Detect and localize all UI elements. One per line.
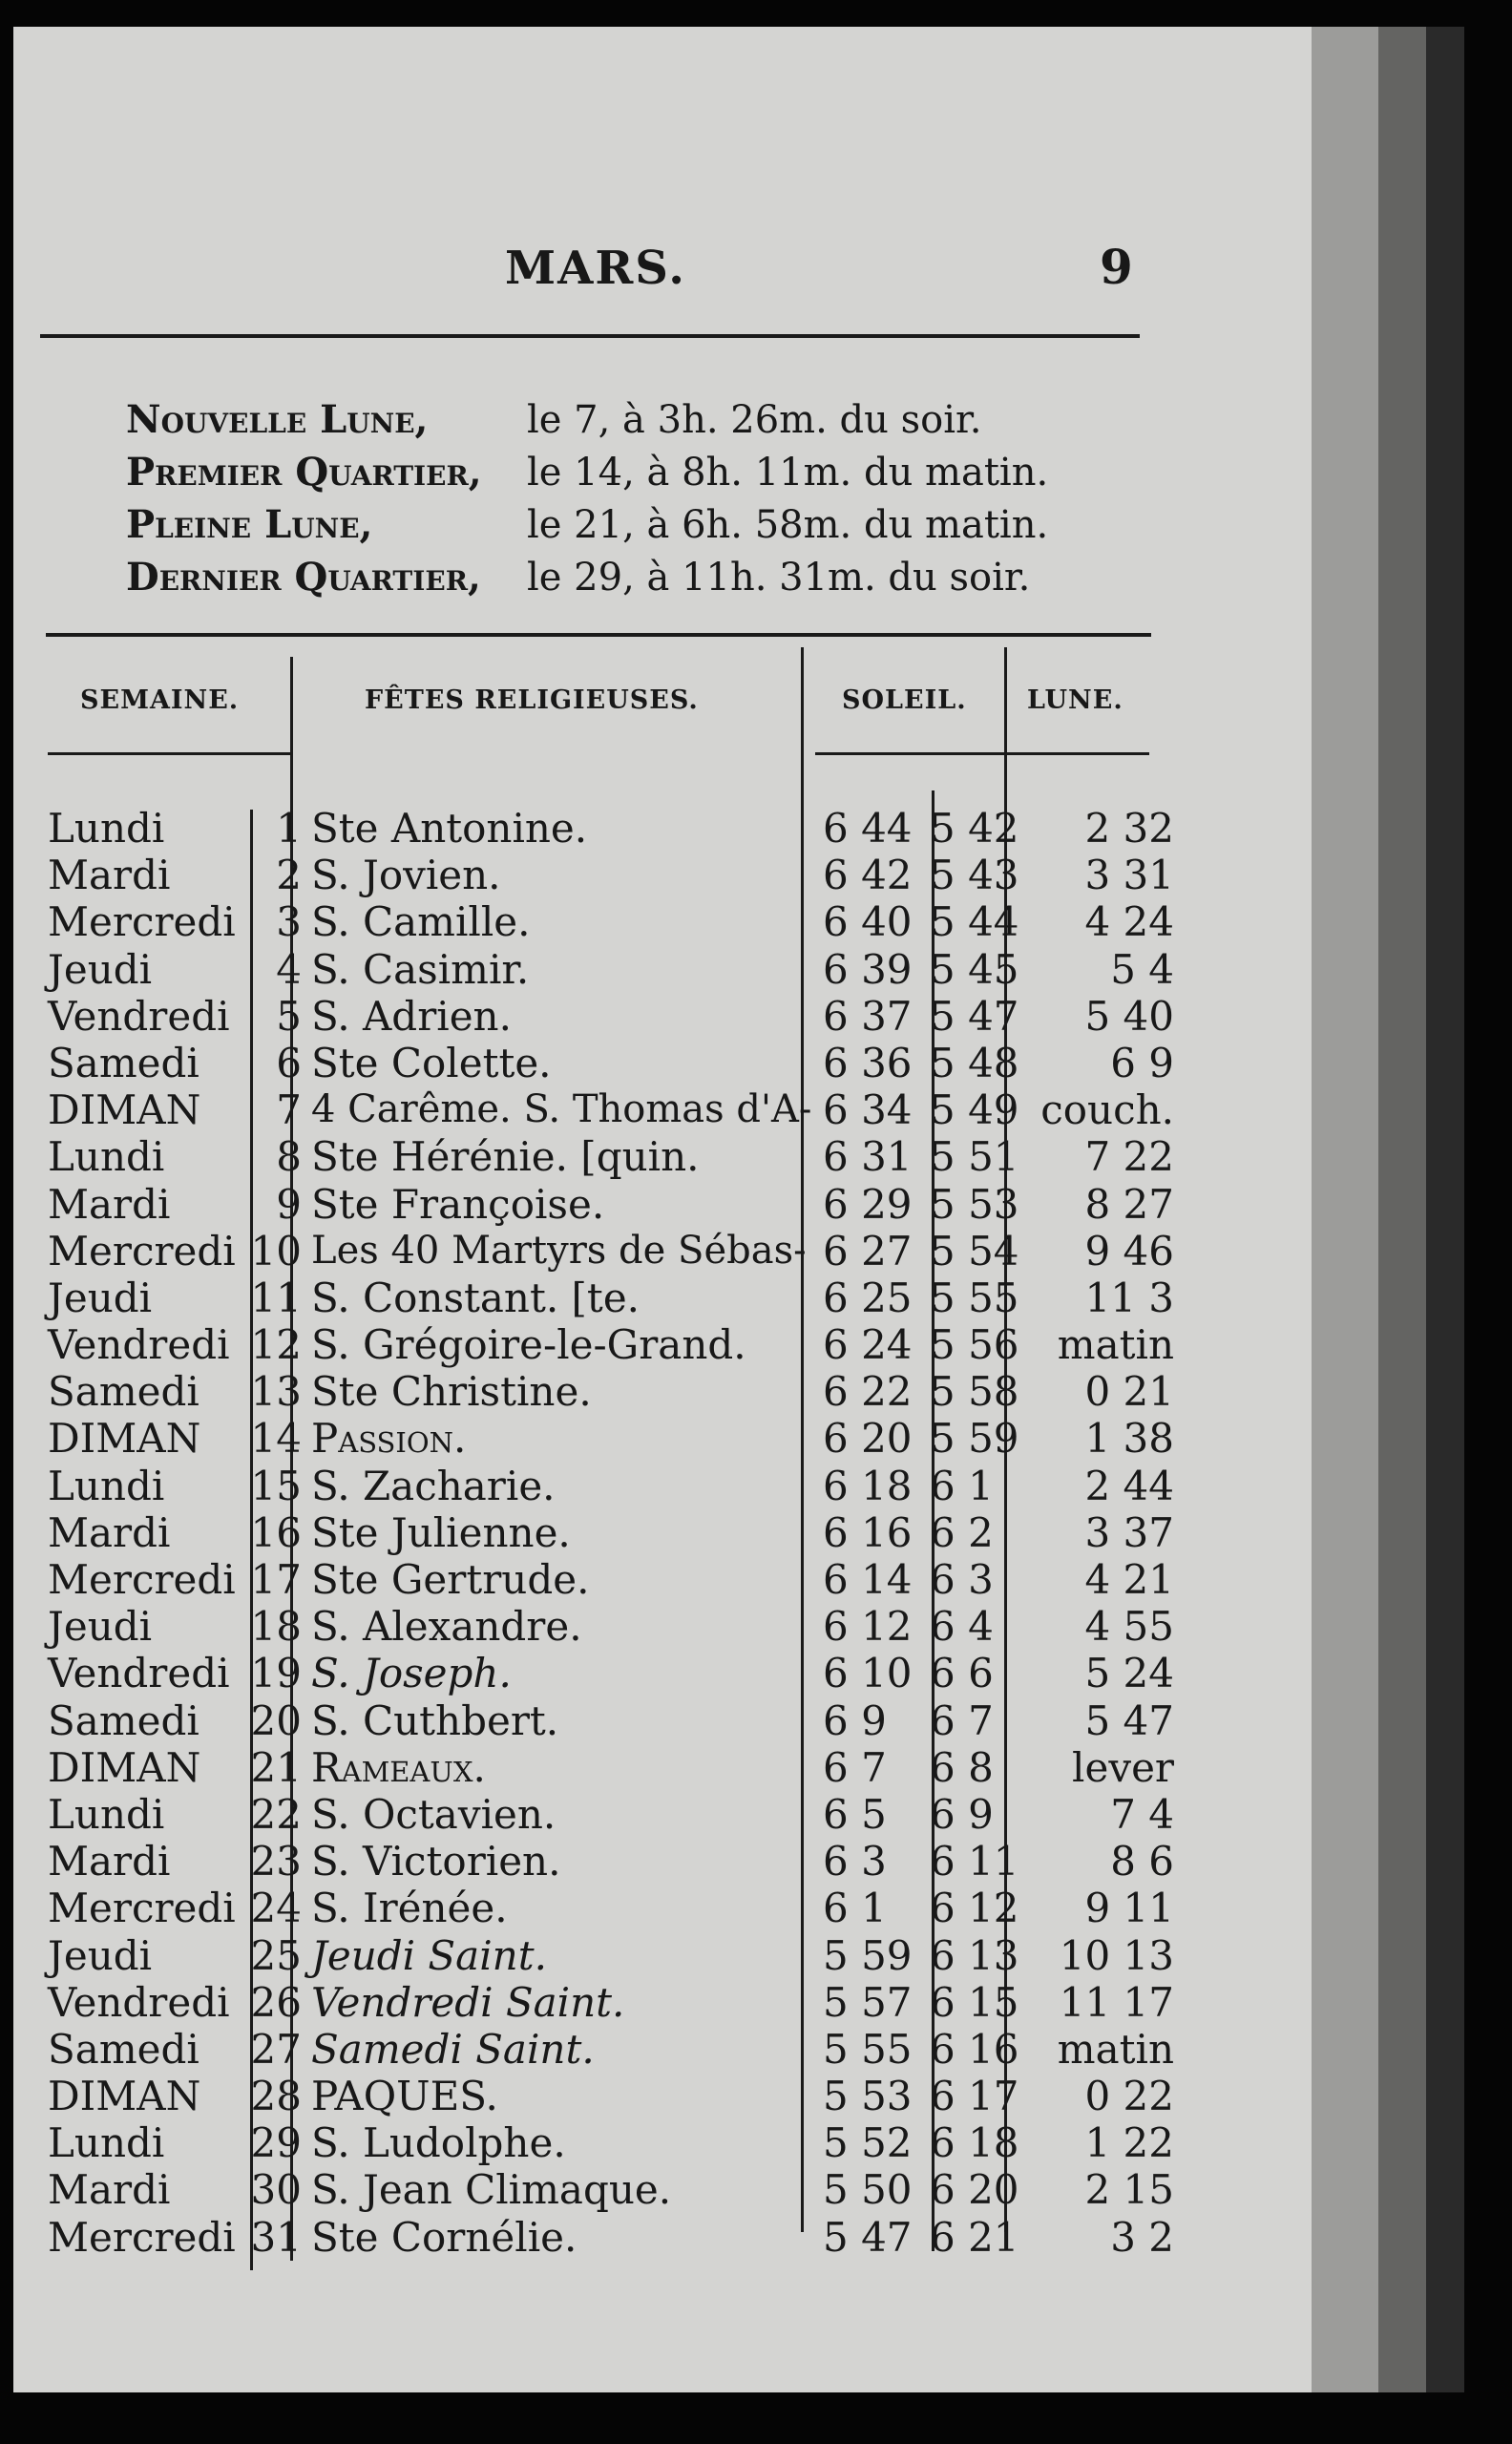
- feast-name: Ste Gertrude.: [311, 1556, 590, 1603]
- feast-name: Ste Hérénie. [quin.: [311, 1133, 700, 1181]
- day-name: Samedi: [48, 1039, 200, 1086]
- sunset-time: 5 44: [930, 898, 1019, 946]
- feast-name: S. Casimir.: [311, 945, 530, 993]
- feast-name: Passion.: [311, 1415, 467, 1463]
- sunset-time: 5 58: [930, 1368, 1019, 1416]
- date-number: 10: [250, 1227, 302, 1275]
- date-number: 12: [250, 1321, 302, 1369]
- sunrise-time: 5 47: [823, 2213, 913, 2261]
- feast-name: Samedi Saint.: [311, 2025, 595, 2073]
- day-name: Mardi: [48, 1180, 171, 1228]
- sunset-time: 5 47: [930, 992, 1019, 1040]
- day-name: Jeudi: [48, 1274, 153, 1321]
- feast-name: Ste Cornélie.: [311, 2213, 578, 2261]
- sunrise-time: 6 12: [823, 1603, 913, 1651]
- sunset-time: 6 20: [930, 2166, 1019, 2214]
- day-name: Lundi: [48, 805, 165, 852]
- sunrise-time: 6 27: [823, 1227, 913, 1275]
- date-number: 23: [250, 1838, 302, 1886]
- feast-name: S. Adrien.: [311, 992, 512, 1040]
- feast-name: S. Octavien.: [311, 1790, 556, 1838]
- moon-time: couch.: [1040, 1086, 1174, 1134]
- sunrise-time: 6 44: [823, 805, 913, 852]
- date-number: 25: [250, 1931, 302, 1979]
- column-sunrise: [823, 805, 914, 2261]
- feast-name: PAQUES.: [311, 2073, 498, 2120]
- sunset-time: 6 12: [930, 1885, 1019, 1932]
- feast-name: Rameaux.: [311, 1743, 486, 1791]
- day-name: DIMAN: [48, 1415, 201, 1463]
- moon-time: 2 32: [1084, 805, 1174, 852]
- feast-name: S. Victorien.: [311, 1838, 561, 1886]
- date-number: 15: [250, 1462, 302, 1509]
- moon-phase: [126, 555, 1030, 600]
- feast-name: S. Grégoire-le-Grand.: [311, 1321, 746, 1369]
- moon-time: 5 4: [1110, 945, 1174, 993]
- date-number: 4: [276, 945, 302, 993]
- sunset-time: 5 45: [930, 945, 1019, 993]
- moon-time: 5 40: [1084, 992, 1174, 1040]
- day-name: Mardi: [48, 2166, 171, 2214]
- sunset-time: 6 21: [930, 2213, 1019, 2261]
- moon-time: matin: [1057, 1321, 1174, 1369]
- moon-time: 3 37: [1084, 1508, 1174, 1556]
- sunrise-time: 6 3: [823, 1838, 887, 1886]
- moon-phase-detail: le 14, à 8h. 11m. du matin.: [527, 451, 1049, 495]
- moon-phase: [126, 397, 981, 442]
- day-name: Mardi: [48, 1508, 171, 1556]
- sunset-time: 6 2: [930, 1508, 994, 1556]
- day-name: Jeudi: [48, 1603, 153, 1651]
- moon-phase: [126, 502, 1048, 547]
- day-name: Vendredi: [48, 1978, 230, 2026]
- sunrise-time: 5 59: [823, 1931, 913, 1979]
- sunrise-time: 6 16: [823, 1508, 913, 1556]
- sunset-time: 6 18: [930, 2119, 1019, 2167]
- day-name: Samedi: [48, 1368, 200, 1416]
- date-number: 11: [250, 1274, 302, 1321]
- day-name: DIMAN: [48, 1086, 201, 1134]
- column-day: [48, 805, 258, 2261]
- moon-time: 8 6: [1110, 1838, 1174, 1886]
- sunset-time: 5 48: [930, 1039, 1019, 1086]
- moon-time: 1 22: [1084, 2119, 1174, 2167]
- feast-name: Jeudi Saint.: [311, 1931, 547, 1979]
- moon-time: 7 4: [1110, 1790, 1174, 1838]
- page-number: 9: [1100, 239, 1133, 295]
- day-name: DIMAN: [48, 2073, 201, 2120]
- moon-phase-detail: le 7, à 3h. 26m. du soir.: [527, 398, 982, 442]
- feast-name: Ste Christine.: [311, 1368, 592, 1416]
- day-name: Mercredi: [48, 1227, 236, 1275]
- sunrise-time: 6 25: [823, 1274, 913, 1321]
- feast-name: S. Cuthbert.: [311, 1696, 559, 1744]
- day-name: DIMAN: [48, 1743, 201, 1791]
- sunset-time: 5 49: [930, 1086, 1019, 1134]
- moon-time: 5 47: [1084, 1696, 1174, 1744]
- date-number: 27: [250, 2025, 302, 2073]
- sunset-time: 5 53: [930, 1180, 1019, 1228]
- day-name: Jeudi: [48, 945, 153, 993]
- sunset-time: 5 54: [930, 1227, 1019, 1275]
- date-number: 20: [250, 1696, 302, 1744]
- table-top-rule: [46, 633, 1151, 637]
- moon-phase-detail: le 21, à 6h. 58m. du matin.: [527, 503, 1049, 547]
- sunset-time: 6 15: [930, 1978, 1019, 2026]
- month-title: MARS.: [505, 242, 686, 295]
- sunrise-time: 6 36: [823, 1039, 913, 1086]
- day-name: Mercredi: [48, 1556, 236, 1603]
- feast-name: Vendredi Saint.: [311, 1978, 625, 2026]
- sunset-time: 5 55: [930, 1274, 1019, 1321]
- column-fetes: [311, 805, 827, 2261]
- feast-name: Ste Colette.: [311, 1039, 552, 1086]
- moon-time: 0 22: [1084, 2073, 1174, 2120]
- sunrise-time: 6 22: [823, 1368, 913, 1416]
- moon-time: 2 15: [1084, 2166, 1174, 2214]
- page-edge: [1312, 27, 1378, 2392]
- date-number: 13: [250, 1368, 302, 1416]
- moon-time: lever: [1072, 1743, 1174, 1791]
- moon-time: 5 24: [1084, 1650, 1174, 1697]
- moon-phase-name: Pleine Lune,: [126, 502, 373, 547]
- date-number: 21: [250, 1743, 302, 1791]
- date-number: 8: [276, 1133, 302, 1181]
- sunrise-time: 6 29: [823, 1180, 913, 1228]
- sunset-time: 5 43: [930, 852, 1019, 899]
- sunrise-time: 6 31: [823, 1133, 913, 1181]
- sunset-time: 5 42: [930, 805, 1019, 852]
- header-fetes: FÊTES RELIGIEUSES.: [365, 685, 699, 715]
- date-number: 29: [250, 2119, 302, 2167]
- date-number: 30: [250, 2166, 302, 2214]
- sunrise-time: 6 5: [823, 1790, 887, 1838]
- feast-name: S. Alexandre.: [311, 1603, 582, 1651]
- sunset-time: 6 13: [930, 1931, 1019, 1979]
- sunset-time: 6 8: [930, 1743, 994, 1791]
- date-number: 26: [250, 1978, 302, 2026]
- feast-name: S. Zacharie.: [311, 1462, 556, 1509]
- date-number: 5: [276, 992, 302, 1040]
- date-number: 28: [250, 2073, 302, 2120]
- header-rule: [48, 752, 292, 755]
- almanac-page: [13, 27, 1312, 2392]
- date-number: 3: [276, 898, 302, 946]
- feast-name: S. Jovien.: [311, 852, 501, 899]
- sunrise-time: 6 24: [823, 1321, 913, 1369]
- sunrise-time: 6 9: [823, 1696, 887, 1744]
- sunrise-time: 5 53: [823, 2073, 913, 2120]
- feast-name: S. Jean Climaque.: [311, 2166, 672, 2214]
- sunrise-time: 6 14: [823, 1556, 913, 1603]
- feast-name: S. Irénée.: [311, 1885, 508, 1932]
- day-name: Vendredi: [48, 1650, 230, 1697]
- day-name: Jeudi: [48, 1931, 153, 1979]
- page-edge: [1426, 27, 1464, 2392]
- date-number: 16: [250, 1508, 302, 1556]
- sunset-time: 6 16: [930, 2025, 1019, 2073]
- feast-name: S. Joseph.: [311, 1650, 512, 1697]
- moon-time: 6 9: [1110, 1039, 1174, 1086]
- sunset-time: 6 7: [930, 1696, 994, 1744]
- sunset-time: 6 17: [930, 2073, 1019, 2120]
- sunrise-time: 6 7: [823, 1743, 887, 1791]
- sunset-time: 6 6: [930, 1650, 994, 1697]
- sunrise-time: 6 39: [823, 945, 913, 993]
- header-semaine: SEMAINE.: [80, 685, 240, 715]
- sunrise-time: 6 40: [823, 898, 913, 946]
- day-name: Mercredi: [48, 2213, 236, 2261]
- moon-time: 9 11: [1084, 1885, 1174, 1932]
- day-name: Vendredi: [48, 1321, 230, 1369]
- feast-name: 4 Carême. S. Thomas d'A-: [311, 1087, 812, 1132]
- moon-time: 3 31: [1084, 852, 1174, 899]
- sunset-time: 6 1: [930, 1462, 994, 1509]
- date-number: 17: [250, 1556, 302, 1603]
- moon-phase-name: Dernier Quartier,: [126, 555, 481, 600]
- date-number: 1: [276, 805, 302, 852]
- column-date: [242, 805, 302, 2261]
- moon-time: 11 3: [1084, 1274, 1174, 1321]
- sunset-time: 5 56: [930, 1321, 1019, 1369]
- header-rule: [815, 752, 1149, 755]
- moon-time: 11 17: [1059, 1978, 1174, 2026]
- sunset-time: 5 59: [930, 1415, 1019, 1463]
- day-name: Lundi: [48, 2119, 165, 2167]
- sunset-time: 5 51: [930, 1133, 1019, 1181]
- sunrise-time: 6 42: [823, 852, 913, 899]
- moon-time: 8 27: [1084, 1180, 1174, 1228]
- sunrise-time: 5 50: [823, 2166, 913, 2214]
- moon-time: 0 21: [1084, 1368, 1174, 1416]
- sunrise-time: 6 37: [823, 992, 913, 1040]
- date-number: 18: [250, 1603, 302, 1651]
- day-name: Mardi: [48, 852, 171, 899]
- day-name: Mercredi: [48, 898, 236, 946]
- sunrise-time: 5 55: [823, 2025, 913, 2073]
- feast-name: Ste Françoise.: [311, 1180, 605, 1228]
- moon-time: 1 38: [1084, 1415, 1174, 1463]
- sunrise-time: 6 10: [823, 1650, 913, 1697]
- day-name: Vendredi: [48, 992, 230, 1040]
- feast-name: Les 40 Martyrs de Sébas-: [311, 1228, 807, 1273]
- moon-time: 4 24: [1084, 898, 1174, 946]
- date-number: 7: [276, 1086, 302, 1134]
- sunset-time: 6 4: [930, 1603, 994, 1651]
- sunrise-time: 6 18: [823, 1462, 913, 1509]
- sunset-time: 6 9: [930, 1790, 994, 1838]
- date-number: 2: [276, 852, 302, 899]
- moon-time: 4 55: [1084, 1603, 1174, 1651]
- column-sunset: [930, 805, 1031, 2261]
- moon-time: 9 46: [1084, 1227, 1174, 1275]
- feast-name: S. Camille.: [311, 898, 531, 946]
- day-name: Lundi: [48, 1790, 165, 1838]
- day-name: Lundi: [48, 1133, 165, 1181]
- day-name: Mercredi: [48, 1885, 236, 1932]
- moon-time: 4 21: [1084, 1556, 1174, 1603]
- header-lune: LUNE.: [1027, 685, 1124, 715]
- feast-name: Ste Julienne.: [311, 1508, 571, 1556]
- sunrise-time: 5 52: [823, 2119, 913, 2167]
- moon-time: 7 22: [1084, 1133, 1174, 1181]
- date-number: 6: [276, 1039, 302, 1086]
- day-name: Samedi: [48, 1696, 200, 1744]
- top-rule: [40, 334, 1140, 338]
- moon-time: matin: [1057, 2025, 1174, 2073]
- date-number: 9: [276, 1180, 302, 1228]
- date-number: 24: [250, 1885, 302, 1932]
- moon-phase-name: Nouvelle Lune,: [126, 397, 429, 442]
- date-number: 19: [250, 1650, 302, 1697]
- feast-name: Ste Antonine.: [311, 805, 588, 852]
- sunrise-time: 6 34: [823, 1086, 913, 1134]
- sunset-time: 6 11: [930, 1838, 1019, 1886]
- date-number: 14: [250, 1415, 302, 1463]
- sunrise-time: 6 20: [823, 1415, 913, 1463]
- sunrise-time: 5 57: [823, 1978, 913, 2026]
- page-edge: [1378, 27, 1426, 2392]
- moon-phase-name: Premier Quartier,: [126, 450, 482, 495]
- day-name: Mardi: [48, 1838, 171, 1886]
- sunrise-time: 6 1: [823, 1885, 887, 1932]
- day-name: Lundi: [48, 1462, 165, 1509]
- moon-time: 2 44: [1084, 1462, 1174, 1509]
- day-name: Samedi: [48, 2025, 200, 2073]
- date-number: 31: [250, 2213, 302, 2261]
- feast-name: S. Ludolphe.: [311, 2119, 566, 2167]
- feast-name: S. Constant. [te.: [311, 1274, 640, 1321]
- moon-time: 10 13: [1059, 1931, 1174, 1979]
- sunset-time: 6 3: [930, 1556, 994, 1603]
- date-number: 22: [250, 1790, 302, 1838]
- header-soleil: SOLEIL.: [842, 685, 967, 715]
- moon-phase-detail: le 29, à 11h. 31m. du soir.: [527, 556, 1031, 600]
- moon-phase: [126, 450, 1048, 495]
- column-moon: [1031, 805, 1174, 2261]
- moon-time: 3 2: [1110, 2213, 1174, 2261]
